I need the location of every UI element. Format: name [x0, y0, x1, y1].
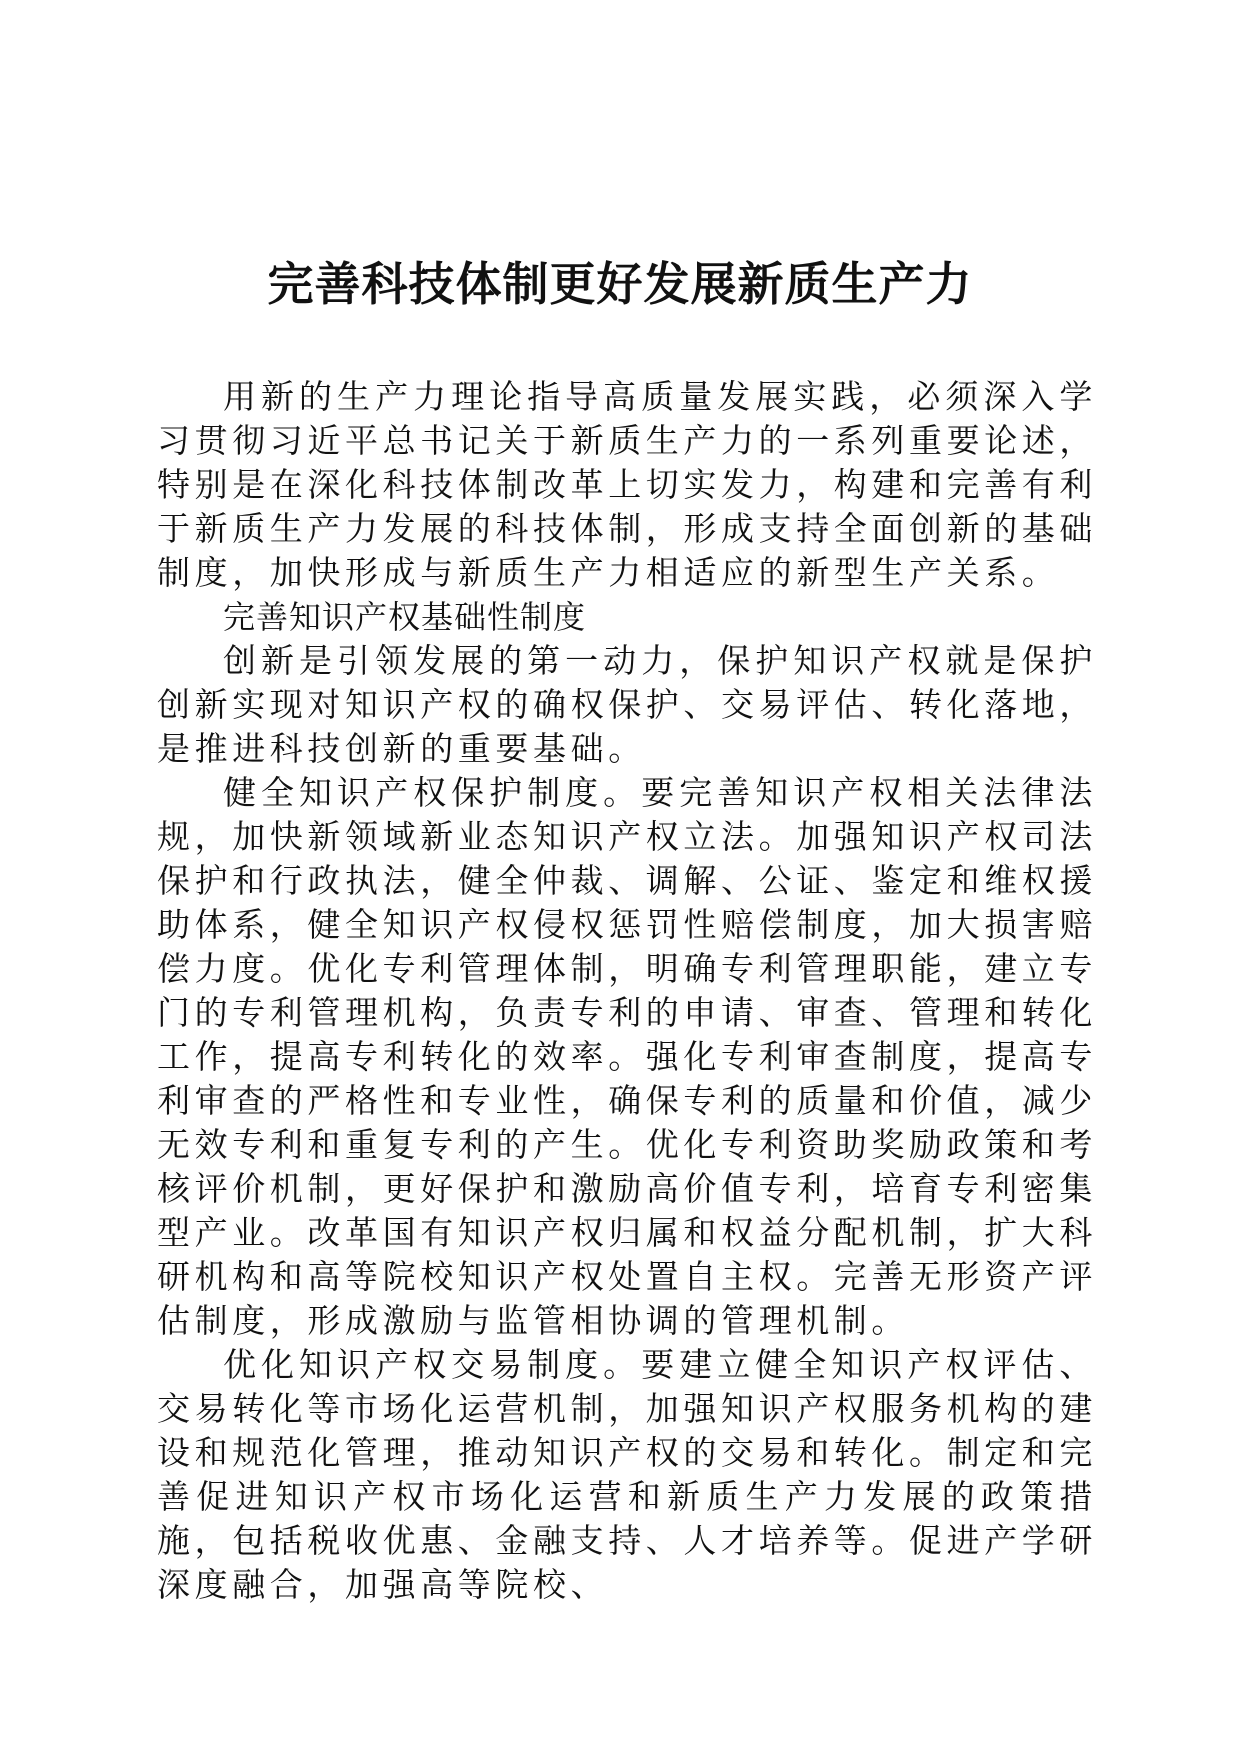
body-paragraph-2: 健全知识产权保护制度。要完善知识产权相关法律法规，加快新领域新业态知识产权立法。加强知识产权司法保护和行政执法，健全仲裁、调解、公证、鉴定和维权援助体系，健全知识产权侵权惩罚性赔偿制度，加大损害赔偿力度。优化专利管理体制，明确专利管理职能，建立专门的专利管理机构，负责专利的申请、审查、管理和转化工作，提高专利转化的效率。强化专利审查制度，提高专利审查的严格性和专业性，确保专利的质量和价值，减少无效专利和重复专利的产生。优化专利资助奖励政策和考核评价机制，更好保护和激励高价值专利，培育专利密集型产业。改革国有知识产权归属和权益分配机制，扩大科研机构和高等院校知识产权处置自主权。完善无形资产评估制度，形成激励与监管相协调的管理机制。 [157, 773, 1097, 1340]
document-body [157, 375, 1097, 1607]
section-heading: 完善知识产权基础性制度 [223, 598, 587, 636]
intro-paragraph: 用新的生产力理论指导高质量发展实践，必须深入学习贯彻习近平总书记关于新质生产力的一系列重要论述，特别是在深化科技体制改革上切实发力，构建和完善有利于新质生产力发展的科技体制，形成支持全面创新的基础制度，加快形成与新质生产力相适应的新型生产关系。 [157, 377, 1097, 592]
body-paragraph-3: 优化知识产权交易制度。要建立健全知识产权评估、交易转化等市场化运营机制，加强知识产权服务机构的建设和规范化管理，推动知识产权的交易和转化。制定和完善促进知识产权市场化运营和新质生产力发展的政策措施，包括税收优惠、金融支持、人才培养等。促进产学研深度融合，加强高等院校、 [157, 1345, 1097, 1604]
document-title: 完善科技体制更好发展新质生产力 [267, 257, 973, 311]
body-paragraph-1: 创新是引领发展的第一动力，保护知识产权就是保护创新实现对知识产权的确权保护、交易评估、转化落地，是推进科技创新的重要基础。 [157, 641, 1097, 768]
